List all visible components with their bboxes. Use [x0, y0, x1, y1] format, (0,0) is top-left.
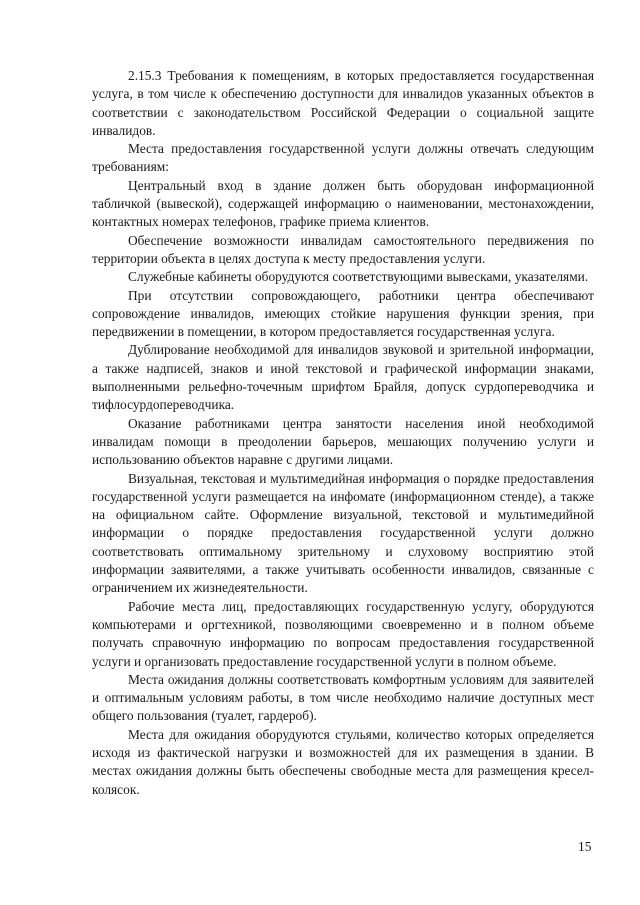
page-number: 15	[578, 839, 592, 854]
paragraph-visual-information: Визуальная, текстовая и мультимедийная информация о порядке предоставления государственной услуги размещается на инфомате (информационном стенде), а также на официальном сайте. Оформление визуальной, текстовой и мультимедийной информации о порядке предоставления государственной услуги должно соответствовать оптимальному зрительному и слуховому восприятию этой информации заявителями, а также учитывать особенности инвалидов, связанные с ограничением их жизнедеятельности.	[92, 470, 594, 596]
paragraph-braille-duplication: Дублирование необходимой для инвалидов звуковой и зрительной информации, а также надписей, знаков и иной текстовой и графической информации знаками, выполненными рельефно-точечным шрифтом Брайля, допуск сурдопереводчика и тифлосурдопереводчика.	[92, 342, 594, 413]
paragraph-office-signs: Служебные кабинеты оборудуются соответствующими вывесками, указателями.	[128, 269, 589, 285]
paragraph-section-2-15-3: 2.15.3 Требования к помещениям, в которых предоставляется государственная услуга, в том числе к обеспечению доступности для инвалидов указанных объектов в соответствии с законодательством Российской Федерации о социальной защите инвалидов.	[92, 68, 594, 138]
document-body	[92, 67, 594, 799]
paragraph-waiting-seats: Места для ожидания оборудуются стульями, количество которых определяется исходя из фактической нагрузки и возможностей для их размещения в здании. В местах ожидания должны быть обеспечены свободные места для размещения кресел-колясок.	[92, 726, 594, 797]
paragraph-barrier-assistance: Оказание работниками центра занятости населения иной необходимой инвалидам помощи в преодолении барьеров, мешающих получению услуги и использованию объектов наравне с другими лицами.	[92, 415, 594, 468]
paragraph-requirements-intro: Места предоставления государственной услуги должны отвечать следующим требованиям:	[92, 141, 594, 175]
paragraph-workplaces: Рабочие места лиц, предоставляющих государственную услугу, оборудуются компьютерами и оргтехникой, позволяющими своевременно и в полном объеме получать справочную информацию по вопросам предоставления государственной услуги и организовать предоставление государственной услуги в полном объеме.	[92, 598, 594, 669]
paragraph-independent-movement: Обеспечение возможности инвалидам самостоятельного передвижения по территории объекта в целях доступа к месту предоставления услуги.	[92, 232, 594, 266]
paragraph-central-entrance: Центральный вход в здание должен быть оборудован информационной табличкой (вывеской), содержащей информацию о наименовании, местонахождении, контактных номерах телефонов, графике приема клиентов.	[92, 177, 594, 230]
paragraph-escort: При отсутствии сопровождающего, работники центра обеспечивают сопровождение инвалидов, имеющих стойкие нарушения функции зрения, при передвижении в помещении, в котором предоставляется государственная услуга.	[92, 287, 594, 340]
paragraph-waiting-areas: Места ожидания должны соответствовать комфортным условиям для заявителей и оптимальным условиям работы, в том числе необходимо наличие доступных мест общего пользования (туалет, гардероб).	[92, 671, 594, 724]
